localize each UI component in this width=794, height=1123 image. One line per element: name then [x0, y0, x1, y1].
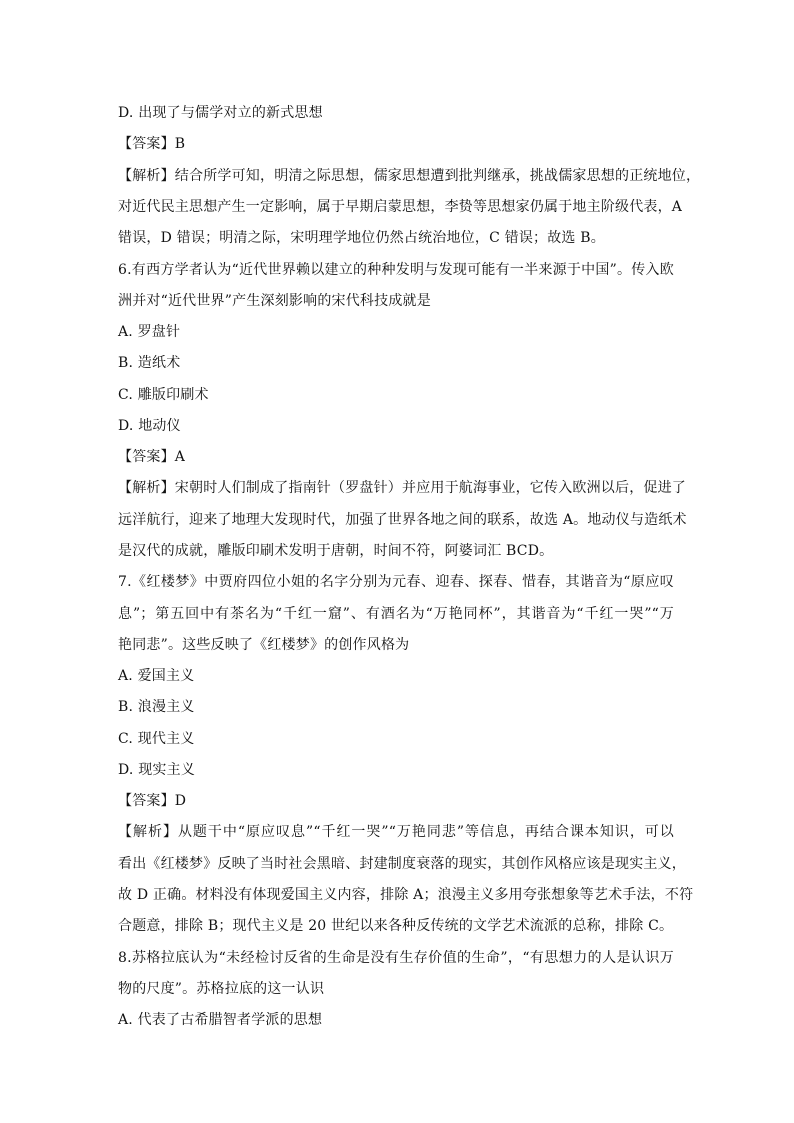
q7-analysis-line: 合题意，排除 B；现代主义是 20 世纪以来各种反传统的文学艺术流派的总称，排除 C。 [118, 918, 674, 934]
q7-option-c: C. 现代主义 [118, 731, 195, 747]
q6-option-b: B. 造纸术 [118, 355, 181, 371]
q6-stem-line: 6.有西方学者认为“近代世界赖以建立的种种发明与发现可能有一半来源于中国”。传入欧 [118, 262, 674, 278]
q8-option-a: A. 代表了古希腊智者学派的思想 [118, 1012, 323, 1028]
q7-analysis-line: 故 D 正确。材料没有体现爱国主义内容，排除 A；浪漫主义多用夸张想象等艺术手法，不符 [118, 887, 694, 903]
q5-option-d: D. 出现了与儒学对立的新式思想 [118, 105, 323, 121]
q7-analysis-line: 【解析】从题干中“原应叹息”“千红一哭”“万艳同悲”等信息，再结合课本知识，可以 [118, 824, 674, 840]
q7-option-a: A. 爱国主义 [118, 668, 195, 684]
q5-analysis-line: 【解析】结合所学可知，明清之际思想，儒家思想遭到批判继承，挑战儒家思想的正统地位， [118, 168, 701, 184]
q6-analysis-line: 远洋航行，迎来了地理大发现时代，加强了世界各地之间的联系，故选 A。地动仪与造纸术 [118, 512, 687, 528]
q6-analysis-line: 【解析】宋朝时人们制成了指南针（罗盘针）并应用于航海事业，它传入欧洲以后，促进了 [118, 480, 686, 496]
q6-analysis-line: 是汉代的成就，雕版印刷术发明于唐朝，时间不符，阿婆词汇 BCD。 [118, 543, 554, 559]
q8-stem-line: 8.苏格拉底认为“未经检讨反省的生命是没有生存价值的生命”，“有思想力的人是认识万 [118, 950, 674, 966]
q5-analysis-line: 对近代民主思想产生一定影响，属于早期启蒙思想，李贽等思想家仍属于地主阶级代表，A [118, 199, 683, 215]
q7-option-d: D. 现实主义 [118, 762, 196, 778]
q7-stem-line: 息”；第五回中有茶名为“千红一窟”、有酒名为“万艳同杯”，其谐音为“千红一哭”“万 [118, 606, 674, 622]
q8-stem-line: 物的尺度”。苏格拉底的这一认识 [118, 981, 325, 997]
q7-option-b: B. 浪漫主义 [118, 699, 195, 715]
q7-stem-line: 艳同悲”。这些反映了《红楼梦》的创作风格为 [118, 637, 410, 653]
q6-answer: 【答案】A [118, 449, 186, 465]
q7-answer: 【答案】D [118, 793, 187, 809]
q5-analysis-line: 错误，D 错误；明清之际，宋明理学地位仍然占统治地位，C 错误；故选 B。 [118, 230, 605, 246]
q6-stem-line: 洲并对“近代世界”产生深刻影响的宋代科技成就是 [118, 293, 431, 309]
q7-stem-line: 7.《红楼梦》中贾府四位小姐的名字分别为元春、迎春、探春、惜春，其谐音为“原应叹 [118, 574, 674, 590]
q7-analysis-line: 看出《红楼梦》反映了当时社会黑暗、封建制度衰落的现实，其创作风格应该是现实主义， [118, 856, 686, 872]
q6-option-a: A. 罗盘针 [118, 324, 181, 340]
q6-option-c: C. 雕版印刷术 [118, 387, 209, 403]
q5-answer: 【答案】B [118, 136, 186, 152]
q6-option-d: D. 地动仪 [118, 418, 181, 434]
